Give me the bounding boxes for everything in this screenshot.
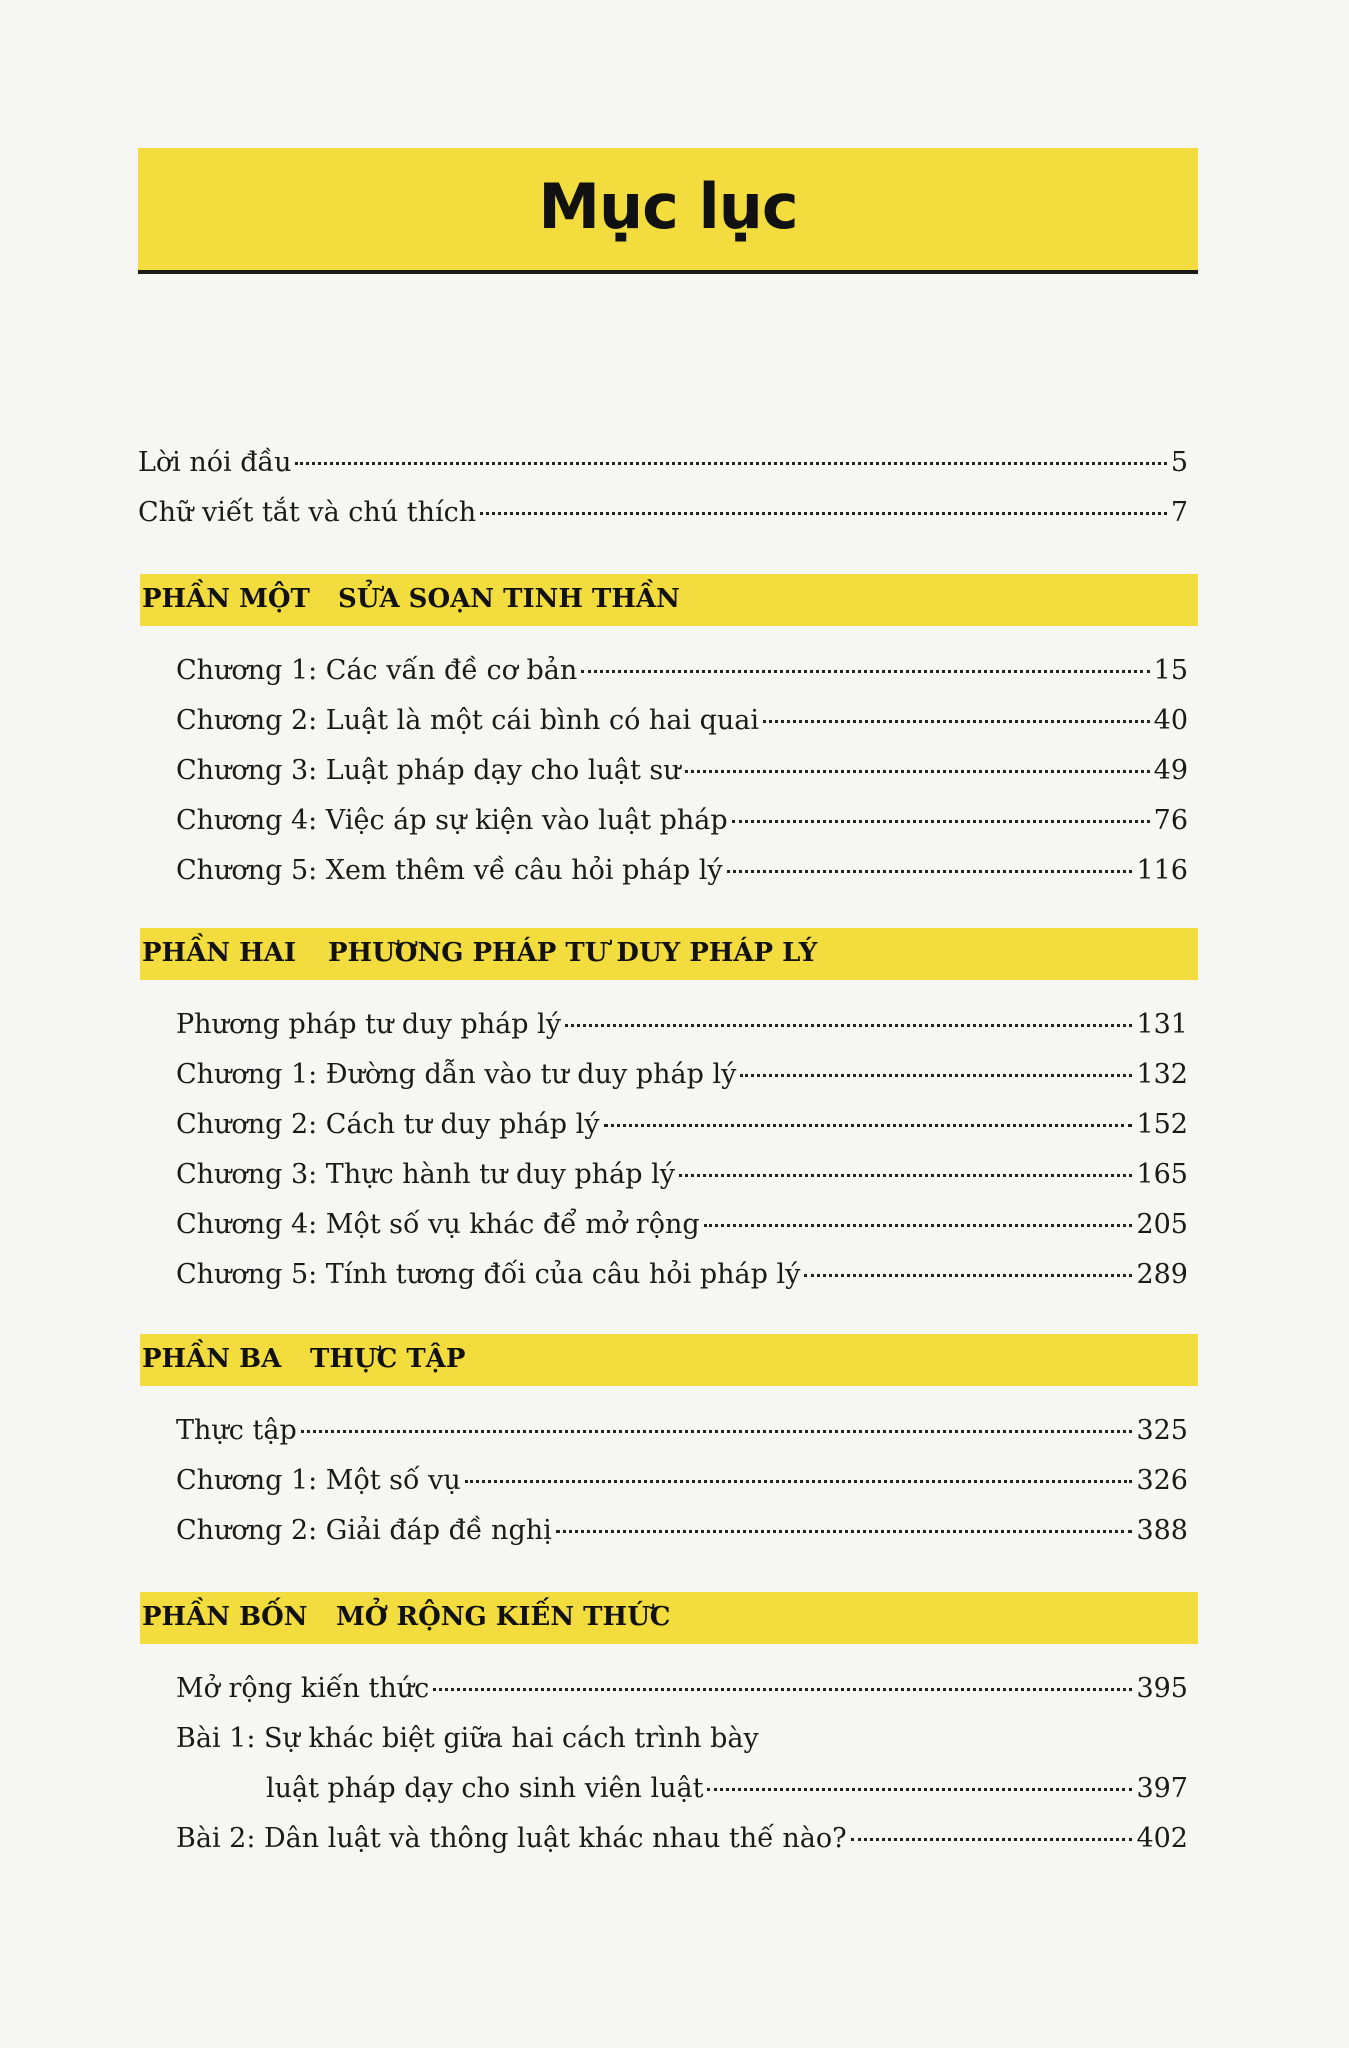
toc-entry bbox=[176, 1008, 1188, 1042]
leader-dots bbox=[565, 1024, 1133, 1027]
toc-entry bbox=[176, 1464, 1188, 1498]
leader-dots bbox=[581, 670, 1149, 673]
part-number: PHẦN MỘT bbox=[142, 584, 310, 614]
toc-entry bbox=[176, 854, 1188, 888]
toc-entry-page: 7 bbox=[1170, 497, 1188, 528]
part-name: PHƯƠNG PHÁP TƯ DUY PHÁP LÝ bbox=[328, 938, 818, 968]
part-name: THỰC TẬP bbox=[310, 1344, 466, 1374]
toc-entry bbox=[176, 804, 1188, 838]
toc-entry-label: Thực tập bbox=[176, 1415, 297, 1446]
toc-entry-page: 326 bbox=[1136, 1465, 1188, 1496]
toc-entry-label: luật pháp dạy cho sinh viên luật bbox=[266, 1773, 704, 1804]
leader-dots bbox=[804, 1274, 1132, 1277]
toc-entry bbox=[176, 1414, 1188, 1448]
toc-entry-label: Phương pháp tư duy pháp lý bbox=[176, 1009, 561, 1040]
toc-entry-page: 205 bbox=[1136, 1209, 1188, 1240]
toc-entry bbox=[176, 1058, 1188, 1092]
leader-dots bbox=[707, 1788, 1132, 1791]
toc-entry-abbreviations bbox=[138, 496, 1188, 530]
toc-entry-label: Chương 4: Việc áp sự kiện vào luật pháp bbox=[176, 805, 728, 836]
leader-dots bbox=[433, 1688, 1132, 1691]
toc-entry-label: Mở rộng kiến thức bbox=[176, 1673, 430, 1704]
part-number: PHẦN HAI bbox=[142, 938, 297, 968]
toc-entry-label: Chương 5: Tính tương đối của câu hỏi pháp lý bbox=[176, 1259, 801, 1290]
toc-entry-preface bbox=[138, 446, 1188, 480]
toc-entry bbox=[176, 704, 1188, 738]
toc-entry-label: Chương 2: Cách tư duy pháp lý bbox=[176, 1109, 600, 1140]
toc-entry-label: Chương 3: Luật pháp dạy cho luật sư bbox=[176, 755, 681, 786]
toc-entry-label: Chương 5: Xem thêm về câu hỏi pháp lý bbox=[176, 855, 723, 886]
leader-dots bbox=[727, 870, 1133, 873]
title-banner bbox=[138, 148, 1198, 274]
leader-dots bbox=[679, 1174, 1132, 1177]
toc-entry-label: Chương 2: Luật là một cái bình có hai quai bbox=[176, 705, 760, 736]
toc-entry bbox=[176, 1158, 1188, 1192]
leader-dots bbox=[704, 1224, 1133, 1227]
leader-dots bbox=[295, 462, 1166, 465]
toc-entry-page: 131 bbox=[1136, 1009, 1188, 1040]
leader-dots bbox=[480, 512, 1167, 515]
leader-dots bbox=[740, 1074, 1132, 1077]
toc-entry bbox=[176, 1258, 1188, 1292]
toc-entry bbox=[266, 1772, 1188, 1806]
toc-entry-page: 388 bbox=[1136, 1515, 1188, 1546]
part-number: PHẦN BA bbox=[142, 1344, 282, 1374]
toc-entry bbox=[176, 1108, 1188, 1142]
page-title: Mục lục bbox=[538, 170, 798, 243]
toc-entry-page: 397 bbox=[1136, 1773, 1188, 1804]
toc-entry-label: Bài 2: Dân luật và thông luật khác nhau thế nào? bbox=[176, 1823, 847, 1854]
toc-entry-label: Chữ viết tắt và chú thích bbox=[138, 497, 477, 528]
toc-entry-label: Chương 2: Giải đáp đề nghị bbox=[176, 1515, 552, 1546]
part-heading-1 bbox=[140, 574, 1198, 626]
toc-entry-page: 40 bbox=[1153, 705, 1188, 736]
toc-entry-label: Chương 1: Các vấn đề cơ bản bbox=[176, 655, 578, 686]
toc-entry-page: 395 bbox=[1136, 1673, 1188, 1704]
leader-dots bbox=[732, 820, 1150, 823]
toc-entry-page: 5 bbox=[1170, 447, 1188, 478]
toc-entry-page: 152 bbox=[1136, 1109, 1188, 1140]
part-heading-4 bbox=[140, 1592, 1198, 1644]
toc-entry-page: 49 bbox=[1153, 755, 1188, 786]
toc-entry-label: Chương 3: Thực hành tư duy pháp lý bbox=[176, 1159, 675, 1190]
toc-entry-label: Chương 4: Một số vụ khác để mở rộng bbox=[176, 1209, 700, 1240]
part-name: MỞ RỘNG KIẾN THỨC bbox=[336, 1602, 671, 1632]
toc-entry-page: 325 bbox=[1136, 1415, 1188, 1446]
toc-entry bbox=[176, 1208, 1188, 1242]
leader-dots bbox=[685, 770, 1150, 773]
leader-dots bbox=[604, 1124, 1133, 1127]
part-heading-2 bbox=[140, 928, 1198, 980]
leader-dots bbox=[851, 1838, 1133, 1841]
leader-dots bbox=[465, 1480, 1133, 1483]
toc-entry bbox=[176, 1822, 1188, 1856]
toc-entry-page: 15 bbox=[1153, 655, 1188, 686]
leader-dots bbox=[763, 720, 1150, 723]
toc-entry-page: 116 bbox=[1136, 855, 1188, 886]
toc-entry-page: 402 bbox=[1136, 1823, 1188, 1854]
part-heading-3 bbox=[140, 1334, 1198, 1386]
toc-entry bbox=[176, 654, 1188, 688]
toc-entry bbox=[176, 1672, 1188, 1706]
toc-entry-label: Chương 1: Đường dẫn vào tư duy pháp lý bbox=[176, 1059, 737, 1090]
leader-dots bbox=[301, 1430, 1133, 1433]
leader-dots bbox=[556, 1530, 1133, 1533]
toc-entry bbox=[176, 1514, 1188, 1548]
toc-entry-label: Chương 1: Một số vụ bbox=[176, 1465, 461, 1496]
toc-entry-page: 132 bbox=[1136, 1059, 1188, 1090]
part-name: SỬA SOẠN TINH THẦN bbox=[338, 584, 680, 614]
toc-entry-page: 76 bbox=[1153, 805, 1188, 836]
toc-entry-label-line1: Bài 1: Sự khác biệt giữa hai cách trình bày bbox=[176, 1723, 759, 1754]
toc-entry-page: 289 bbox=[1136, 1259, 1188, 1290]
toc-entry bbox=[176, 754, 1188, 788]
toc-entry-label: Lời nói đầu bbox=[138, 447, 292, 478]
part-number: PHẦN BỐN bbox=[142, 1602, 308, 1632]
toc-entry-page: 165 bbox=[1136, 1159, 1188, 1190]
